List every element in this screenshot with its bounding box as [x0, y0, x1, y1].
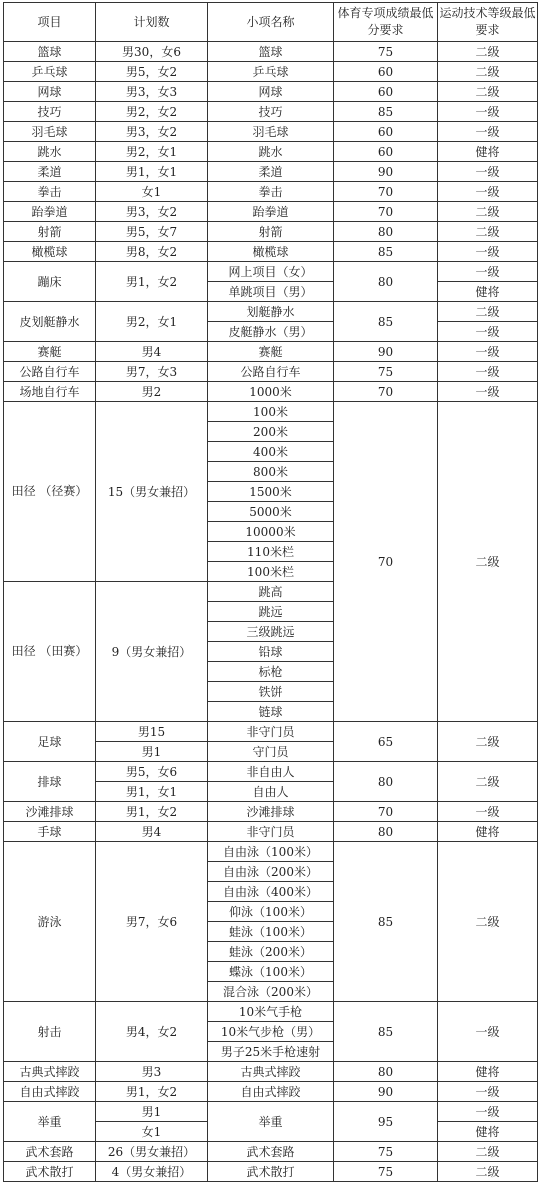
- table-row: [4, 102, 538, 122]
- project-cell: 足球: [4, 722, 96, 762]
- project-cell: 举重: [4, 1102, 96, 1142]
- sub-cell: 5000米: [208, 502, 334, 522]
- table-row: [4, 382, 538, 402]
- level-cell: 二级: [438, 82, 538, 102]
- level-cell: 健将: [438, 282, 538, 302]
- level-cell: 一级: [438, 102, 538, 122]
- level-cell: 二级: [438, 722, 538, 762]
- score-cell: 85: [334, 302, 438, 342]
- score-cell: 90: [334, 342, 438, 362]
- table-row: [4, 402, 538, 422]
- project-cell: 公路自行车: [4, 362, 96, 382]
- table-row: [4, 162, 538, 182]
- sub-cell: 篮球: [208, 42, 334, 62]
- plan-cell: 男3: [96, 1062, 208, 1082]
- project-cell: 蹦床: [4, 262, 96, 302]
- level-cell: 二级: [438, 762, 538, 802]
- project-cell: 古典式摔跤: [4, 1062, 96, 1082]
- sub-cell: 自由式摔跤: [208, 1082, 334, 1102]
- sub-cell: 自由泳（100米）: [208, 842, 334, 862]
- project-cell: 乒乓球: [4, 62, 96, 82]
- project-cell: 手球: [4, 822, 96, 842]
- plan-cell: 男3，女2: [96, 202, 208, 222]
- score-cell: 90: [334, 1082, 438, 1102]
- plan-cell: 男2: [96, 382, 208, 402]
- table-row: [4, 822, 538, 842]
- sub-cell: 标枪: [208, 662, 334, 682]
- sub-cell: 蛙泳（200米）: [208, 942, 334, 962]
- score-cell: 60: [334, 62, 438, 82]
- level-cell: 一级: [438, 122, 538, 142]
- sub-cell: 男子25米手枪速射: [208, 1042, 334, 1062]
- plan-cell: 男1，女2: [96, 1082, 208, 1102]
- sub-cell: 400米: [208, 442, 334, 462]
- score-cell: 75: [334, 1142, 438, 1162]
- project-cell: 游泳: [4, 842, 96, 1002]
- plan-cell: 男2，女2: [96, 102, 208, 122]
- sub-cell: 举重: [208, 1102, 334, 1142]
- sub-cell: 技巧: [208, 102, 334, 122]
- score-cell: 65: [334, 722, 438, 762]
- sub-cell: 网上项目（女）: [208, 262, 334, 282]
- table-row: [4, 1062, 538, 1082]
- table-row: [4, 1002, 538, 1022]
- project-cell: 羽毛球: [4, 122, 96, 142]
- header-sub: 小项名称: [208, 3, 334, 42]
- plan-cell: 男2，女1: [96, 302, 208, 342]
- project-cell: 网球: [4, 82, 96, 102]
- plan-cell: 男7，女6: [96, 842, 208, 1002]
- project-cell: 场地自行车: [4, 382, 96, 402]
- sub-cell: 射箭: [208, 222, 334, 242]
- sub-cell: 跆拳道: [208, 202, 334, 222]
- level-cell: 二级: [438, 222, 538, 242]
- sub-cell: 跳高: [208, 582, 334, 602]
- sub-cell: 链球: [208, 702, 334, 722]
- score-cell: 70: [334, 382, 438, 402]
- level-cell: 一级: [438, 262, 538, 282]
- sub-cell: 守门员: [208, 742, 334, 762]
- score-cell: 80: [334, 222, 438, 242]
- sub-cell: 200米: [208, 422, 334, 442]
- score-cell: 80: [334, 762, 438, 802]
- score-cell: 80: [334, 822, 438, 842]
- table-row: [4, 762, 538, 782]
- level-cell: 一级: [438, 1082, 538, 1102]
- level-cell: 一级: [438, 182, 538, 202]
- table-row: [4, 1142, 538, 1162]
- sub-cell: 划艇静水: [208, 302, 334, 322]
- project-cell: 跳水: [4, 142, 96, 162]
- score-cell: 70: [334, 182, 438, 202]
- sub-cell: 跳水: [208, 142, 334, 162]
- plan-cell: 女1: [96, 182, 208, 202]
- plan-cell: 男30，女6: [96, 42, 208, 62]
- score-cell: 70: [334, 202, 438, 222]
- sub-cell: 800米: [208, 462, 334, 482]
- score-cell: 60: [334, 82, 438, 102]
- sub-cell: 自由泳（200米）: [208, 862, 334, 882]
- score-cell: 85: [334, 102, 438, 122]
- page: [3, 2, 538, 1182]
- sub-cell: 沙滩排球: [208, 802, 334, 822]
- score-cell: 75: [334, 42, 438, 62]
- level-cell: 二级: [438, 302, 538, 322]
- project-cell: 皮划艇静水: [4, 302, 96, 342]
- plan-cell: 男15: [96, 722, 208, 742]
- table-row: [4, 242, 538, 262]
- project-cell: 田径 （田赛）: [4, 582, 96, 722]
- sub-cell: 赛艇: [208, 342, 334, 362]
- sub-cell: 自由泳（400米）: [208, 882, 334, 902]
- level-cell: 一级: [438, 382, 538, 402]
- project-cell: 橄榄球: [4, 242, 96, 262]
- plan-cell: 男4: [96, 342, 208, 362]
- plan-cell: 男1，女1: [96, 782, 208, 802]
- score-cell: 85: [334, 842, 438, 1002]
- score-cell: 80: [334, 262, 438, 302]
- plan-cell: 男1，女2: [96, 262, 208, 302]
- table-row: [4, 262, 538, 282]
- plan-cell: 男2，女1: [96, 142, 208, 162]
- score-cell: 60: [334, 142, 438, 162]
- project-cell: 射击: [4, 1002, 96, 1062]
- project-cell: 赛艇: [4, 342, 96, 362]
- project-cell: 武术散打: [4, 1162, 96, 1182]
- sub-cell: 10000米: [208, 522, 334, 542]
- score-cell: 80: [334, 1062, 438, 1082]
- project-cell: 技巧: [4, 102, 96, 122]
- plan-cell: 男4，女2: [96, 1002, 208, 1062]
- level-cell: 健将: [438, 1122, 538, 1142]
- sub-cell: 网球: [208, 82, 334, 102]
- sub-cell: 1000米: [208, 382, 334, 402]
- level-cell: 一级: [438, 342, 538, 362]
- table-row: [4, 1082, 538, 1102]
- project-cell: 自由式摔跤: [4, 1082, 96, 1102]
- plan-cell: 9（男女兼招）: [96, 582, 208, 722]
- score-cell: 70: [334, 402, 438, 722]
- sub-cell: 武术散打: [208, 1162, 334, 1182]
- score-cell: 75: [334, 362, 438, 382]
- plan-cell: 男8，女2: [96, 242, 208, 262]
- header-plan: 计划数: [96, 3, 208, 42]
- project-cell: 篮球: [4, 42, 96, 62]
- sub-cell: 仰泳（100米）: [208, 902, 334, 922]
- plan-cell: 15（男女兼招）: [96, 402, 208, 582]
- level-cell: 健将: [438, 142, 538, 162]
- project-cell: 射箭: [4, 222, 96, 242]
- table-row: [4, 1162, 538, 1182]
- level-cell: 二级: [438, 402, 538, 722]
- sub-cell: 110米栏: [208, 542, 334, 562]
- table-row: [4, 82, 538, 102]
- project-cell: 柔道: [4, 162, 96, 182]
- sub-cell: 单跳项目（男）: [208, 282, 334, 302]
- table-row: [4, 802, 538, 822]
- sports-requirements-table: [3, 2, 538, 1182]
- table-row: [4, 842, 538, 862]
- level-cell: 一级: [438, 802, 538, 822]
- sub-cell: 非守门员: [208, 822, 334, 842]
- sub-cell: 蝶泳（100米）: [208, 962, 334, 982]
- table-row: [4, 62, 538, 82]
- table-row: [4, 142, 538, 162]
- level-cell: 健将: [438, 1062, 538, 1082]
- level-cell: 二级: [438, 62, 538, 82]
- plan-cell: 男1: [96, 742, 208, 762]
- project-cell: 田径 （径赛）: [4, 402, 96, 582]
- sub-cell: 10米气步枪（男）: [208, 1022, 334, 1042]
- score-cell: 60: [334, 122, 438, 142]
- sub-cell: 公路自行车: [208, 362, 334, 382]
- plan-cell: 男5，女7: [96, 222, 208, 242]
- plan-cell: 男3，女3: [96, 82, 208, 102]
- plan-cell: 男1，女2: [96, 802, 208, 822]
- score-cell: 70: [334, 802, 438, 822]
- plan-cell: 男5，女2: [96, 62, 208, 82]
- level-cell: 一级: [438, 322, 538, 342]
- sub-cell: 三级跳远: [208, 622, 334, 642]
- plan-cell: 男1: [96, 1102, 208, 1122]
- project-cell: 排球: [4, 762, 96, 802]
- level-cell: 二级: [438, 42, 538, 62]
- sub-cell: 自由人: [208, 782, 334, 802]
- level-cell: 健将: [438, 822, 538, 842]
- project-cell: 沙滩排球: [4, 802, 96, 822]
- sub-cell: 乒乓球: [208, 62, 334, 82]
- project-cell: 拳击: [4, 182, 96, 202]
- sub-cell: 非自由人: [208, 762, 334, 782]
- level-cell: 一级: [438, 1102, 538, 1122]
- sub-cell: 10米气手枪: [208, 1002, 334, 1022]
- header-project: 项目: [4, 3, 96, 42]
- header-level: 运动技术等级最低要求: [438, 3, 538, 42]
- plan-cell: 男7，女3: [96, 362, 208, 382]
- plan-cell: 男1，女1: [96, 162, 208, 182]
- level-cell: 一级: [438, 242, 538, 262]
- header-row: [4, 3, 538, 42]
- table-row: [4, 342, 538, 362]
- project-cell: 武术套路: [4, 1142, 96, 1162]
- table-row: [4, 302, 538, 322]
- header-score: 体育专项成绩最低分要求: [334, 3, 438, 42]
- table-row: [4, 362, 538, 382]
- level-cell: 二级: [438, 1162, 538, 1182]
- sub-cell: 柔道: [208, 162, 334, 182]
- level-cell: 二级: [438, 202, 538, 222]
- score-cell: 95: [334, 1102, 438, 1142]
- plan-cell: 4（男女兼招）: [96, 1162, 208, 1182]
- score-cell: 75: [334, 1162, 438, 1182]
- sub-cell: 皮艇静水（男）: [208, 322, 334, 342]
- sub-cell: 混合泳（200米）: [208, 982, 334, 1002]
- sub-cell: 蛙泳（100米）: [208, 922, 334, 942]
- table-row: [4, 222, 538, 242]
- table-row: [4, 202, 538, 222]
- level-cell: 二级: [438, 842, 538, 1002]
- table-row: [4, 722, 538, 742]
- level-cell: 二级: [438, 1142, 538, 1162]
- plan-cell: 男5，女6: [96, 762, 208, 782]
- sub-cell: 100米: [208, 402, 334, 422]
- project-cell: 跆拳道: [4, 202, 96, 222]
- plan-cell: 女1: [96, 1122, 208, 1142]
- sub-cell: 跳远: [208, 602, 334, 622]
- sub-cell: 1500米: [208, 482, 334, 502]
- level-cell: 一级: [438, 1002, 538, 1062]
- table-row: [4, 182, 538, 202]
- plan-cell: 男3，女2: [96, 122, 208, 142]
- plan-cell: 男4: [96, 822, 208, 842]
- sub-cell: 铅球: [208, 642, 334, 662]
- plan-cell: 26（男女兼招）: [96, 1142, 208, 1162]
- sub-cell: 武术套路: [208, 1142, 334, 1162]
- table-row: [4, 1102, 538, 1122]
- score-cell: 90: [334, 162, 438, 182]
- sub-cell: 羽毛球: [208, 122, 334, 142]
- table-row: [4, 42, 538, 62]
- sub-cell: 铁饼: [208, 682, 334, 702]
- sub-cell: 拳击: [208, 182, 334, 202]
- table-row: [4, 122, 538, 142]
- score-cell: 85: [334, 1002, 438, 1062]
- sub-cell: 非守门员: [208, 722, 334, 742]
- sub-cell: 100米栏: [208, 562, 334, 582]
- sub-cell: 古典式摔跤: [208, 1062, 334, 1082]
- level-cell: 一级: [438, 362, 538, 382]
- sub-cell: 橄榄球: [208, 242, 334, 262]
- level-cell: 一级: [438, 162, 538, 182]
- score-cell: 85: [334, 242, 438, 262]
